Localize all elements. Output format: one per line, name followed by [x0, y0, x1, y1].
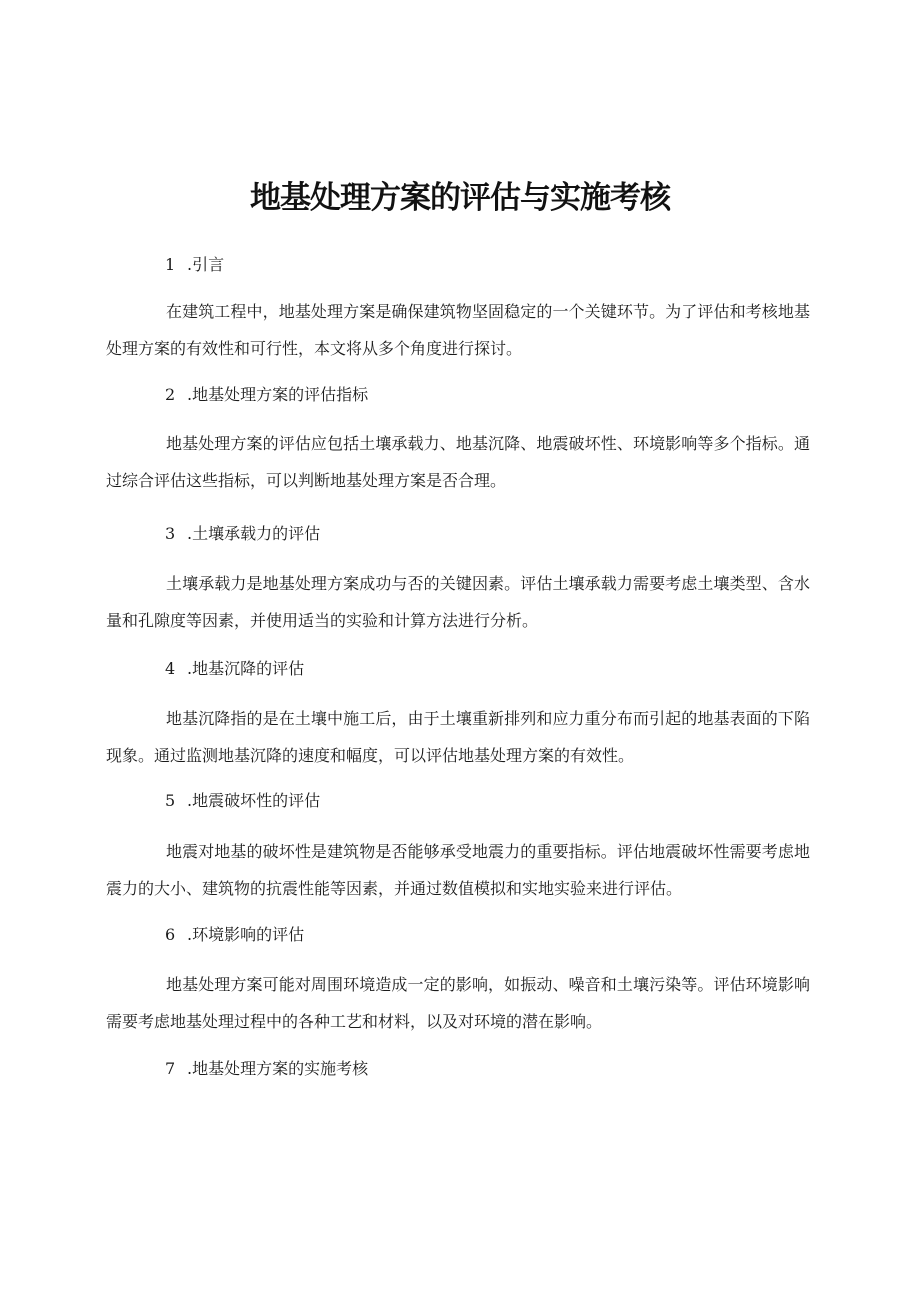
section-heading-text: .地基处理方案的实施考核 [187, 1059, 369, 1078]
section-number: 3 [165, 524, 176, 543]
section-heading-6 [165, 923, 304, 947]
section-number: 7 [165, 1059, 176, 1078]
section-number: 5 [165, 791, 176, 810]
section-paragraph-6: 地基处理方案可能对周围环境造成一定的影响，如振动、噪音和土壤污染等。评估环境影响需要考虑地基处理过程中的各种工艺和材料，以及对环境的潜在影响。 [106, 975, 810, 1031]
section-heading-3 [165, 522, 320, 546]
section-heading-7 [165, 1057, 368, 1081]
section-heading-text: .环境影响的评估 [187, 925, 305, 944]
document-title: 地基处理方案的评估与实施考核 [250, 180, 670, 216]
section-heading-4 [165, 657, 304, 681]
section-heading-text: .地基处理方案的评估指标 [187, 385, 369, 404]
section-heading-text: .地震破坏性的评估 [187, 791, 321, 810]
section-paragraph-1: 在建筑工程中，地基处理方案是确保建筑物坚固稳定的一个关键环节。为了评估和考核地基处理方案的有效性和可行性，本文将从多个角度进行探讨。 [106, 302, 810, 358]
section-heading-text: .土壤承载力的评估 [187, 524, 321, 543]
section-number: 4 [165, 659, 176, 678]
section-heading-5 [165, 789, 320, 813]
section-paragraph-3: 土壤承载力是地基处理方案成功与否的关键因素。评估土壤承载力需要考虑土壤类型、含水量和孔隙度等因素，并使用适当的实验和计算方法进行分析。 [106, 574, 810, 630]
section-paragraph-2: 地基处理方案的评估应包括土壤承载力、地基沉降、地震破坏性、环境影响等多个指标。通过综合评估这些指标，可以判断地基处理方案是否合理。 [106, 434, 810, 490]
section-heading-1 [165, 253, 224, 277]
section-paragraph-5: 地震对地基的破坏性是建筑物是否能够承受地震力的重要指标。评估地震破坏性需要考虑地震力的大小、建筑物的抗震性能等因素，并通过数值模拟和实地实验来进行评估。 [106, 842, 810, 898]
section-number: 1 [165, 255, 176, 274]
section-heading-2 [165, 383, 368, 407]
section-paragraph-4: 地基沉降指的是在土壤中施工后，由于土壤重新排列和应力重分布而引起的地基表面的下陷现象。通过监测地基沉降的速度和幅度，可以评估地基处理方案的有效性。 [106, 709, 810, 765]
section-heading-text: .地基沉降的评估 [187, 659, 305, 678]
section-number: 6 [165, 925, 176, 944]
section-number: 2 [165, 385, 176, 404]
section-heading-text: .引言 [187, 255, 225, 274]
